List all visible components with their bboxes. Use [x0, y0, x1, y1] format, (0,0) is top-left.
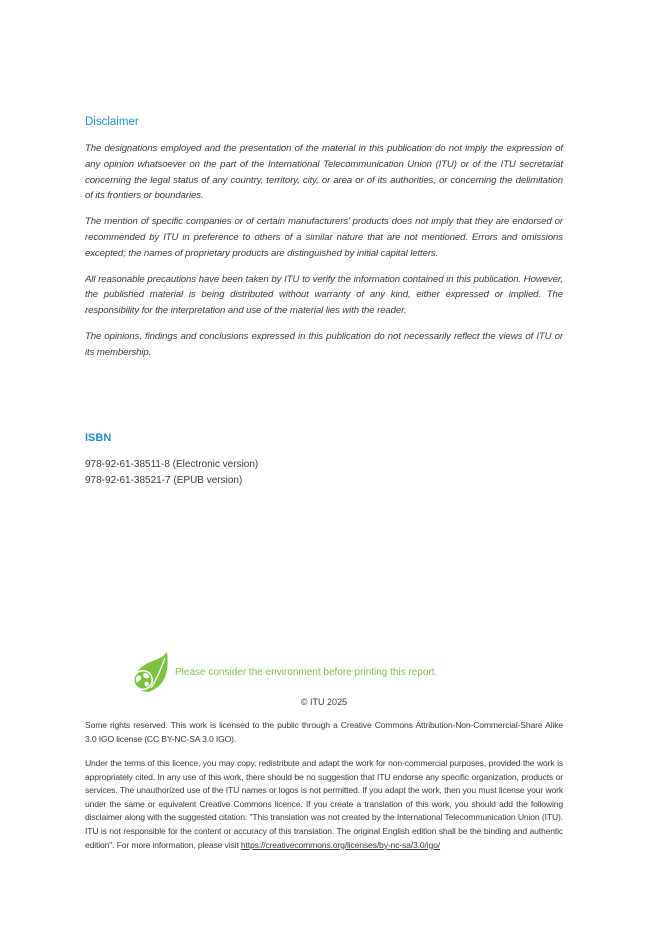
isbn-list [85, 457, 258, 489]
isbn-epub: 978-92-61-38521-7 (EPUB version) [85, 475, 243, 486]
disclaimer-paragraph: The designations employed and the presentation of the material in this publication do not imply the expression of any opinion whatsoever on the part of the International Telecommunication Union (ITU) or of the ITU secretariat concerning the legal status of any country, territory, city, or area or of its authorities, or concerning the delimitation of its frontiers or boundaries. [85, 143, 563, 202]
license-link[interactable]: https://creativecommons.org/licenses/by-nc-sa/3.0/igo/ [240, 839, 441, 850]
disclaimer-paragraph: The opinions, findings and conclusions expressed in this publication do not necessarily reflect the views of ITU or its membership. [85, 330, 563, 358]
isbn-heading: ISBN [85, 432, 112, 444]
disclaimer-paragraph: All reasonable precautions have been taken by ITU to verify the information contained in this publication. However, the published material is being distributed without warranty of any kind, either expressed or implied. The responsibility for the interpretation and use of the material lies with the reader. [85, 273, 563, 317]
license-terms-text: Under the terms of this licence, you may copy, redistribute and adapt the work for non-commercial purposes, provided the work is appropriately cited. In any use of this work, there should be no suggestion that ITU endorse any specific organization, products or services. The unauthorized use of the ITU names or logos is not permitted. If you adapt the work, then you must license your work under the same or equivalent Creative Commons licence. If you create a translation of this work, you should add the following disclaimer along with the suggested citation: "This translation was not created by the International Telecommunication Union (ITU). ITU is not responsible for the content or accuracy of this translation. The original English edition shall be the binding and authentic edition". For more information, please visit [85, 758, 563, 850]
environment-text: Please consider the environment before printing this report. [175, 667, 438, 678]
license-terms [85, 757, 563, 852]
environment-notice [129, 652, 549, 694]
isbn-electronic: 978-92-61-38511-8 (Electronic version) [85, 459, 259, 470]
copyright-line: © ITU 2025 [300, 697, 348, 707]
disclaimer-paragraph: The mention of specific companies or of certain manufacturers’ products does not imply that they are endorsed or recommended by ITU in preference to others of a similar nature that are not mentioned. Errors and omissions excepted; the names of proprietary products are distinguished by initial capital letters. [85, 216, 563, 259]
disclaimer-body [85, 141, 563, 371]
leaf-globe-icon [129, 652, 169, 694]
disclaimer-heading: Disclaimer [85, 116, 139, 128]
license-summary: Some rights reserved. This work is licensed to the public through a Creative Commons Attribution-Non-Commercial-Share Alike 3.0 IGO license (CC BY-NC-SA 3.0 IGO). [85, 720, 563, 744]
document-page [85, 0, 563, 936]
